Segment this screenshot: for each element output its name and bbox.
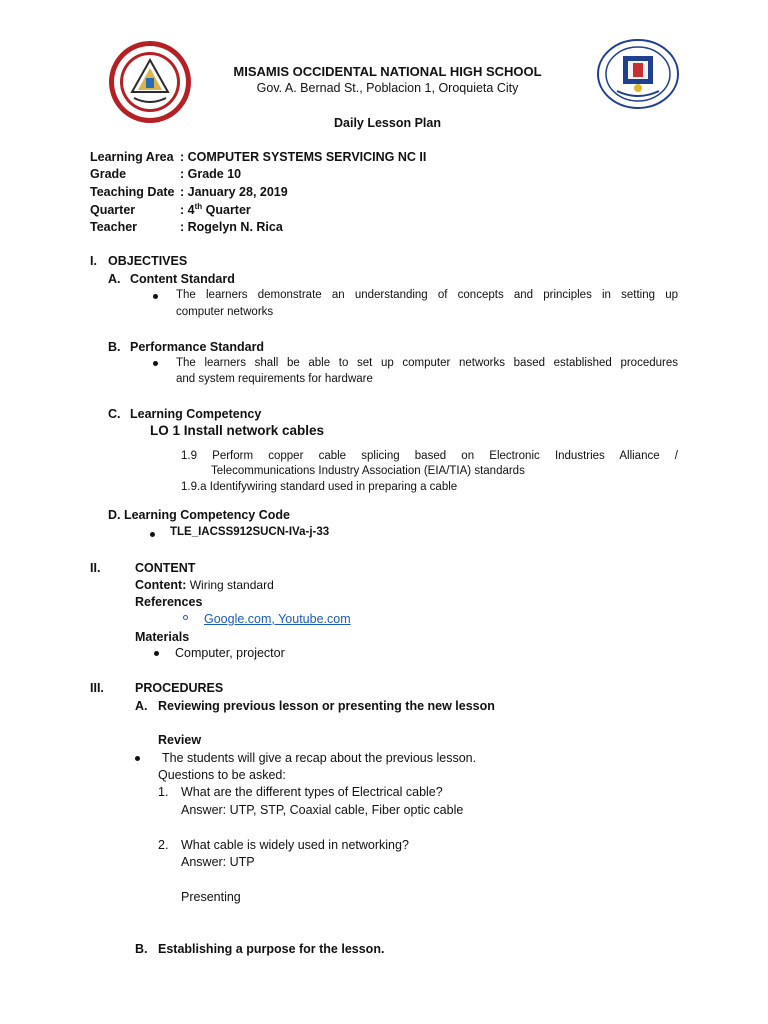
learning-competency-title: Learning Competency	[130, 407, 262, 421]
content-heading: CONTENT	[135, 561, 196, 575]
quarter-superscript: th	[194, 201, 203, 211]
competency-1-9a: 1.9.a Identifywiring standard used in preparing a cable	[181, 481, 458, 493]
recap-text: The students will give a recap about the previous lesson.	[162, 751, 477, 765]
procedure-a-title: Reviewing previous lesson or presenting the new lesson	[158, 699, 495, 713]
teaching-date-label: Teaching Date	[90, 185, 175, 199]
performance-standard-title: Performance Standard	[130, 340, 265, 354]
questions-label: Questions to be asked:	[158, 768, 286, 782]
lo-title: LO 1 Install network cables	[150, 423, 325, 438]
competency-code: TLE_IACSS912SUCN-IVa-j-33	[170, 526, 330, 538]
grade-label: Grade	[90, 167, 127, 181]
materials-label: Materials	[135, 630, 190, 644]
learning-area-value: : COMPUTER SYSTEMS SERVICING NC II	[180, 150, 427, 164]
procedures-number: III.	[90, 681, 104, 695]
presenting-label: Presenting	[181, 890, 241, 904]
quarter-label: Quarter	[90, 203, 136, 217]
question-2: What cable is widely used in networking?	[181, 838, 409, 852]
procedure-b-number: B.	[135, 942, 148, 956]
learning-competency-number: C.	[108, 407, 121, 421]
performance-standard-text-line2: and system requirements for hardware	[176, 373, 373, 385]
quarter-suffix: Quarter	[202, 203, 251, 217]
competency-code-title: D. Learning Competency Code	[108, 508, 290, 522]
objectives-heading: OBJECTIVES	[108, 254, 188, 268]
school-seal-logo	[108, 40, 192, 124]
content-standard-text-line2: computer networks	[176, 306, 274, 318]
content-number: II.	[90, 561, 101, 575]
content-standard-number: A.	[108, 272, 121, 286]
content-standard-text-line1: The learners demonstrate an understanding of concepts and principles in setting up	[176, 289, 678, 301]
grade-value: : Grade 10	[180, 167, 242, 181]
performance-standard-text-line1: The learners shall be able to set up computer networks based established procedures	[176, 357, 678, 369]
procedure-a-number: A.	[135, 699, 148, 713]
content-value: Wiring standard	[186, 578, 274, 592]
references-link[interactable]: Google.com, Youtube.com	[204, 612, 351, 626]
content-standard-title: Content Standard	[130, 272, 235, 286]
deped-seal-logo	[597, 39, 679, 109]
teaching-date-value: : January 28, 2019	[180, 185, 288, 199]
page-title: Daily Lesson Plan	[334, 116, 441, 130]
review-label: Review	[158, 733, 202, 747]
materials-item: Computer, projector	[175, 646, 285, 660]
objectives-number: I.	[90, 254, 97, 268]
school-name: MISAMIS OCCIDENTAL NATIONAL HIGH SCHOOL	[233, 64, 542, 79]
quarter-value	[180, 203, 251, 217]
bullet-icon	[153, 294, 158, 299]
bullet-icon	[135, 756, 140, 761]
bullet-icon	[154, 651, 159, 656]
competency-1-9-line1: 1.9 Perform copper cable splicing based on Electronic Industries Alliance /	[181, 450, 678, 462]
circle-bullet-icon	[183, 615, 188, 620]
teacher-value: : Rogelyn N. Rica	[180, 220, 283, 234]
quarter-prefix: : 4	[180, 203, 195, 217]
question-1-number: 1.	[158, 785, 169, 799]
bullet-icon	[150, 532, 155, 537]
references-label: References	[135, 595, 203, 609]
procedure-b-title: Establishing a purpose for the lesson.	[158, 942, 385, 956]
teacher-label: Teacher	[90, 220, 138, 234]
question-2-answer: Answer: UTP	[181, 855, 255, 869]
content-line	[135, 578, 274, 592]
school-address: Gov. A. Bernad St., Poblacion 1, Oroquieta City	[256, 81, 519, 95]
learning-area-label: Learning Area	[90, 150, 174, 164]
competency-1-9-line2: Telecommunications Industry Association (EIA/TIA) standards	[211, 465, 525, 477]
performance-standard-number: B.	[108, 340, 121, 354]
content-label: Content:	[135, 578, 187, 592]
question-2-number: 2.	[158, 838, 169, 852]
bullet-icon	[153, 361, 158, 366]
question-1: What are the different types of Electrical cable?	[181, 785, 443, 799]
procedures-heading: PROCEDURES	[135, 681, 224, 695]
question-1-answer: Answer: UTP, STP, Coaxial cable, Fiber optic cable	[181, 803, 464, 817]
